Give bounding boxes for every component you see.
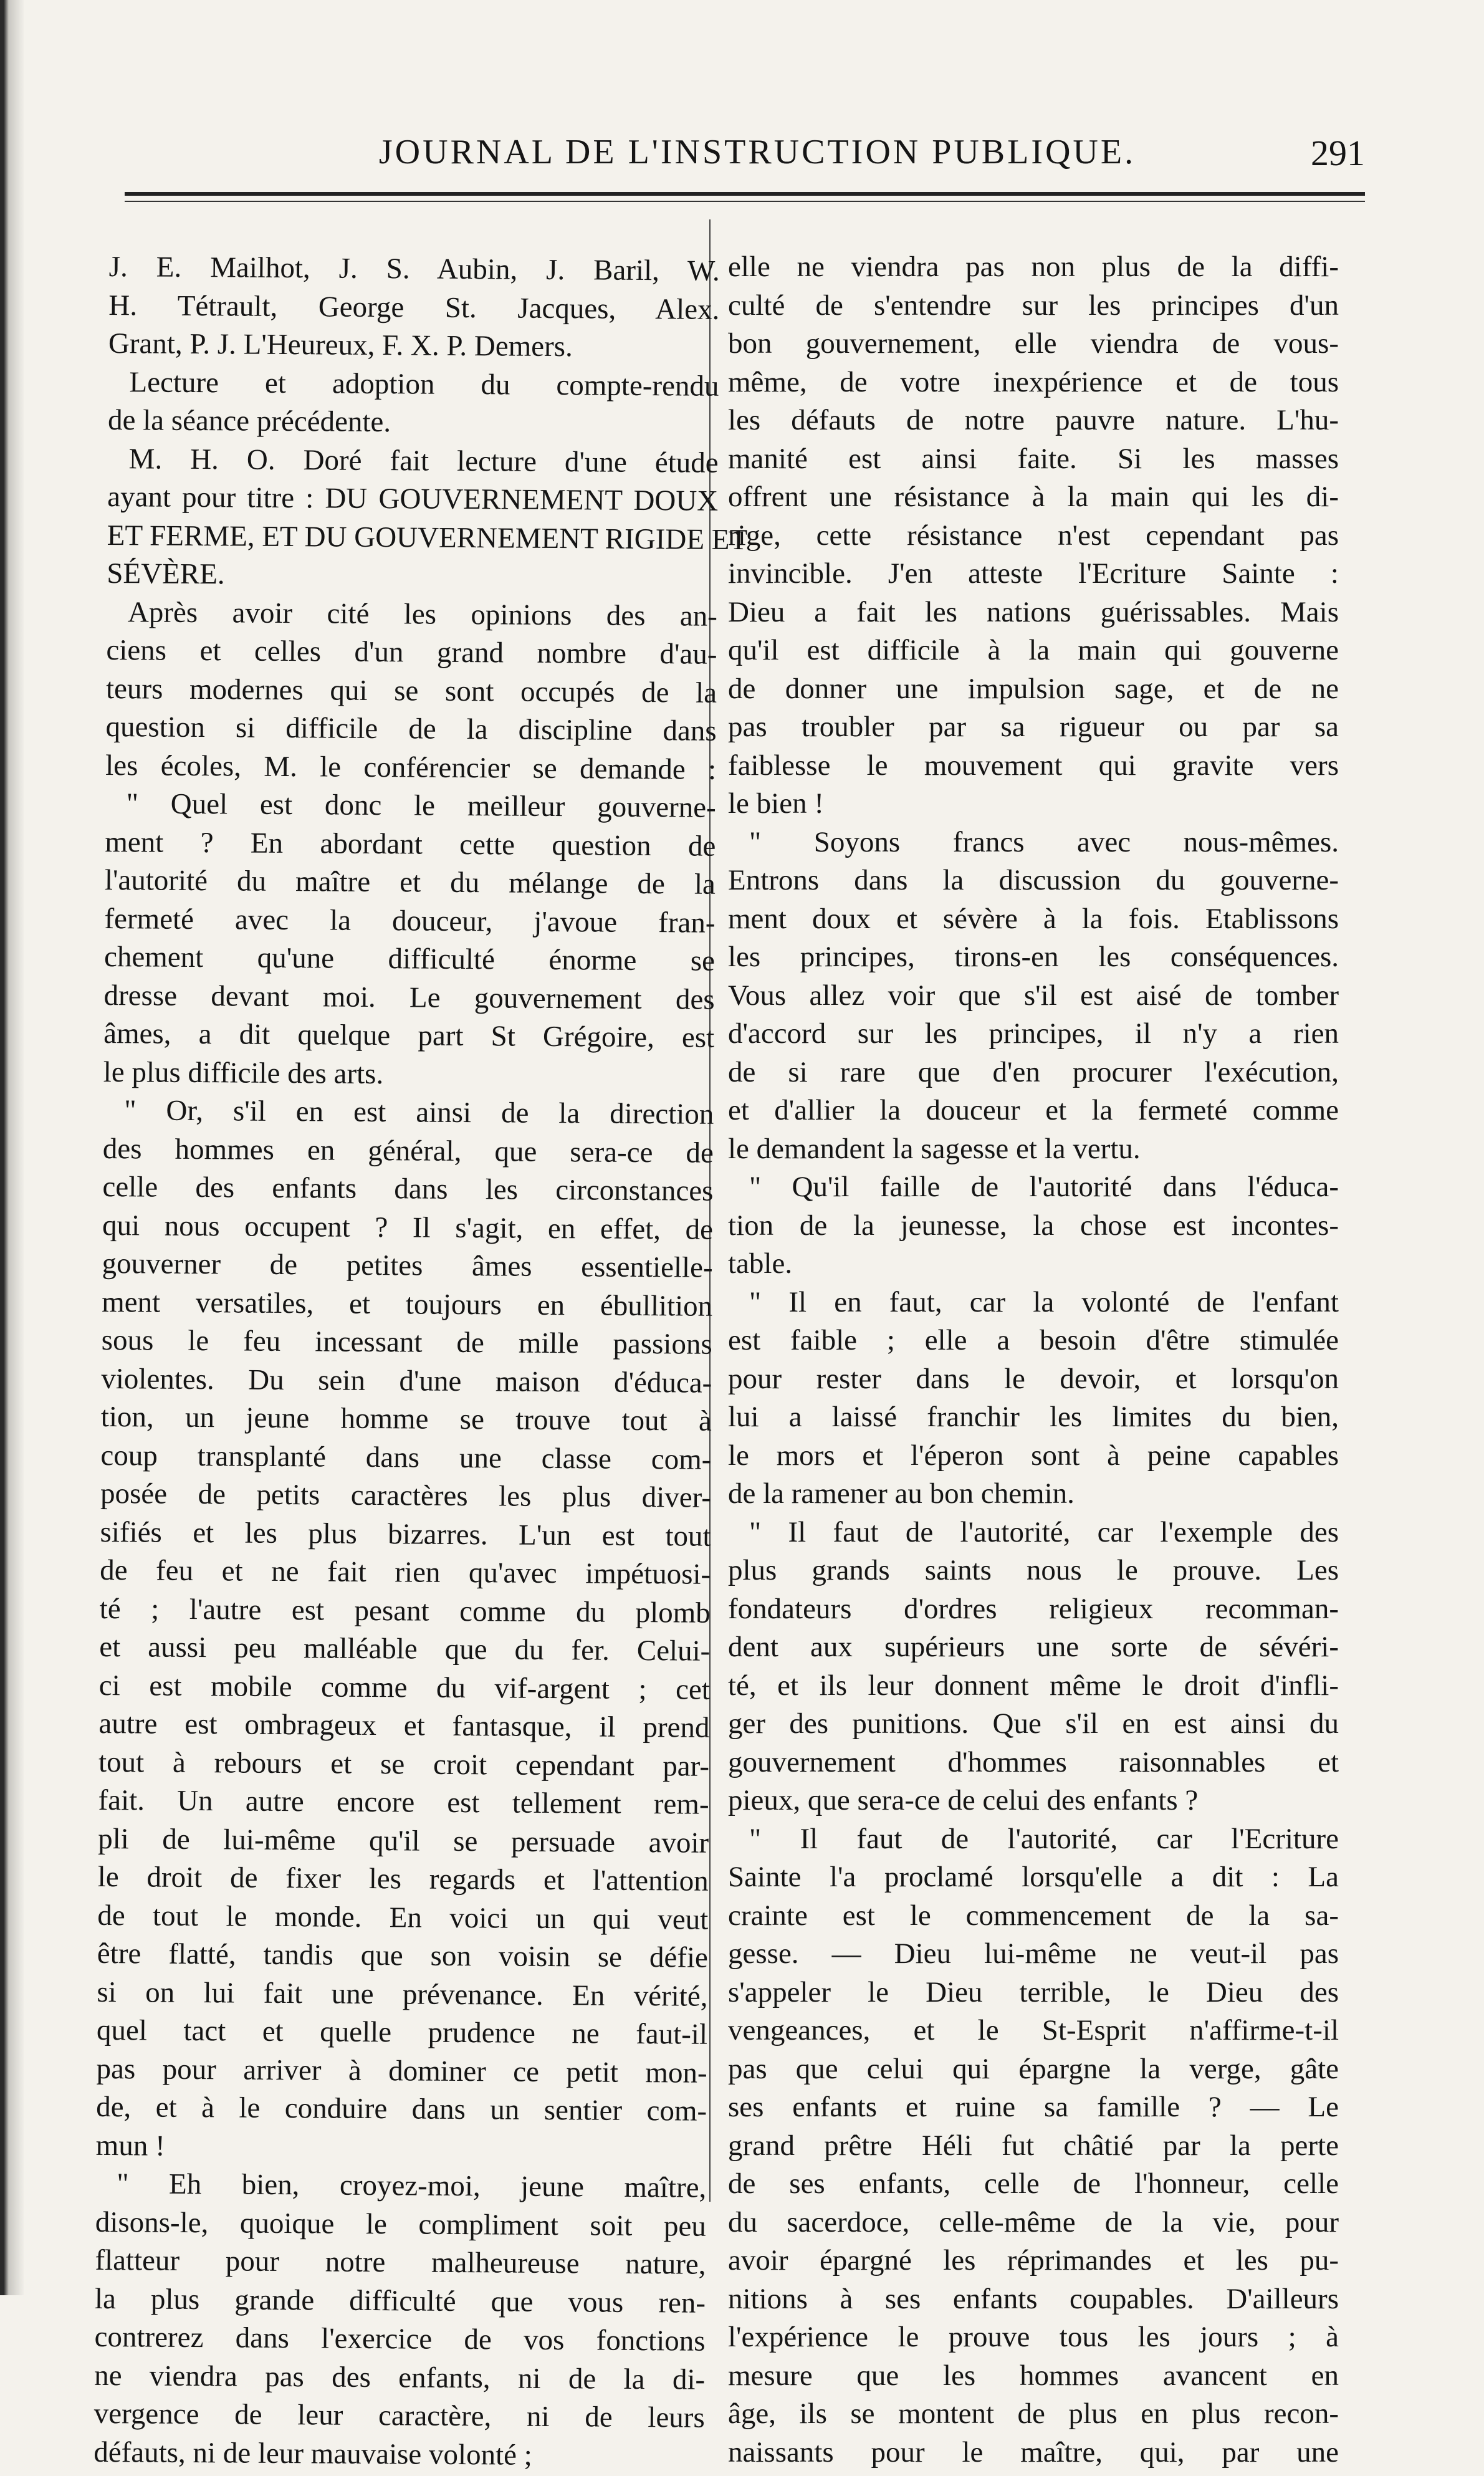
text-line: disons-le, quoique le compliment soit peu (95, 2205, 707, 2243)
text-line: d'accord sur les principes, il n'y a rien (728, 1017, 1339, 1050)
text-line: plus grands saints nous le prouve. Les (728, 1554, 1339, 1586)
text-line: le droit de fixer les regards et l'attention (97, 1860, 709, 1898)
text-line: " Il faut de l'autorité, car l'Ecriture (749, 1822, 1339, 1855)
text-line: " Or, s'il en est ainsi de la direction (124, 1094, 714, 1131)
text-line: mun ! (95, 2129, 165, 2162)
text-line: chement qu'une difficulté énorme se (103, 940, 716, 977)
text-line: de la séance précédente. (107, 403, 391, 439)
text-line: autre est ombrageux et fantasque, il prend (98, 1707, 710, 1744)
text-line: pas pour arriver à dominer ce petit mon- (96, 2052, 707, 2090)
text-line: culté de s'entendre sur les principes d'un (728, 289, 1339, 322)
text-line: contrerez dans l'exercice de vos fonctions (94, 2320, 706, 2358)
text-line: pli de lui-même qu'il se persuade avoir (98, 1822, 709, 1859)
text-line: fait. Un autre encore est tellement rem- (98, 1783, 709, 1821)
text-line: fondateurs d'ordres religieux recomman- (728, 1592, 1339, 1625)
text-line: naissants pour le maître, qui, par une (728, 2435, 1339, 2469)
text-line: de si rare que d'en procurer l'exécution, (728, 1055, 1339, 1088)
text-line: dent aux supérieurs une sorte de sévéri- (728, 1631, 1339, 1663)
text-line: grand prêtre Héli fut châtié par la perte (728, 2129, 1339, 2162)
text-line: être flatté, tandis que son voisin se défie (97, 1937, 709, 1974)
text-line: gesse. — Dieu lui-même ne veut-il pas (728, 1937, 1339, 1970)
text-line: posée de petits caractères les plus diver- (100, 1477, 712, 1514)
text-line: mesure que les hommes avancent en (728, 2359, 1339, 2392)
text-line: même, de votre inexpérience et de tous (728, 365, 1339, 398)
text-line: ger des punitions. Que s'il en est ainsi du (728, 1707, 1339, 1740)
text-line: tion, un jeune homme se trouve tout à (100, 1400, 712, 1437)
text-line: Entrons dans la discussion du gouverne- (728, 864, 1339, 896)
text-line: " Qu'il faille de l'autorité dans l'éduca- (749, 1171, 1339, 1203)
text-line: ne viendra pas des enfants, ni de la di- (93, 2359, 706, 2396)
text-line: teurs modernes qui se sont occupés de la (105, 672, 717, 709)
text-line: té ; l'autre est pesant comme du plomb (99, 1592, 711, 1629)
text-line: ci est mobile comme du vif-argent ; cet (98, 1669, 711, 1706)
text-line: les défauts de notre pauvre nature. L'hu- (728, 404, 1339, 436)
text-line: la plus grande difficulté que vous ren- (94, 2282, 706, 2320)
page-edge-shadow (0, 0, 25, 2295)
text-line: ET FERME, ET DU GOUVERNEMENT RIGIDE ET (107, 519, 748, 556)
left-column (93, 248, 748, 2476)
text-line: pour rester dans le devoir, et lorsqu'on (728, 1362, 1339, 1395)
text-line: des hommes en général, que sera-ce de (102, 1132, 714, 1169)
text-line: manité est ainsi faite. Si les masses (728, 442, 1339, 475)
text-line: celle des enfants dans les circonstances (102, 1170, 714, 1207)
running-title: JOURNAL DE L'INSTRUCTION PUBLIQUE. (378, 133, 1136, 171)
text-line: ciens et celles d'un grand nombre d'au- (106, 633, 717, 671)
text-line: M. H. O. Doré fait lecture d'une étude (128, 442, 719, 479)
header-rule-thick (125, 192, 1365, 196)
text-line: les principes, tirons-en les conséquences. (728, 941, 1339, 973)
page-header (93, 132, 1365, 182)
text-line: fermeté avec la douceur, j'avoue fran- (104, 902, 716, 939)
text-line: coup transplanté dans une classe com- (100, 1439, 712, 1476)
text-line: ayant pour titre : DU GOUVERNEMENT DOUX (107, 480, 719, 517)
text-line: l'expérience le prouve tous les jours ; à (728, 2321, 1339, 2353)
text-line: le bien ! (728, 787, 824, 820)
text-line: " Quel est donc le meilleur gouverne- (126, 787, 716, 824)
text-line: qu'il est difficile à la main qui gouverne (728, 634, 1339, 666)
text-line: nitions à ses enfants coupables. D'ailleurs (728, 2282, 1339, 2315)
text-line: et aussi peu malléable que du fer. Celui- (99, 1630, 711, 1667)
text-line: âge, ils se montent de plus en plus recon- (728, 2397, 1339, 2430)
text-line: vengeances, et le St-Esprit n'affirme-t-il (728, 2014, 1339, 2047)
text-line: de feu et ne fait rien qu'avec impétuosi- (100, 1553, 711, 1591)
text-line: pieux, que sera-ce de celui des enfants ? (728, 1784, 1199, 1816)
text-line: té, et ils leur donnent même le droit d'infli- (728, 1669, 1339, 1702)
text-line: Lecture et adoption du compte-rendu (129, 365, 719, 403)
text-line: pas troubler par sa rigueur ou par sa (728, 711, 1339, 743)
text-line: question si difficile de la discipline dans (105, 710, 717, 747)
text-line: table. (728, 1247, 793, 1280)
text-line: rige, cette résistance n'est cependant pas (728, 519, 1339, 552)
text-line: l'autorité du maître et du mélange de la (104, 863, 716, 901)
text-line: les écoles, M. le conférencier se demande : (105, 749, 717, 786)
text-line: faiblesse le mouvement qui gravite vers (728, 749, 1339, 782)
text-line: elle ne viendra pas non plus de la diffi- (728, 251, 1339, 283)
text-line: défauts, ni de leur mauvaise volonté ; (93, 2435, 532, 2472)
text-line: quel tact et quelle prudence ne faut-il (96, 2013, 708, 2051)
text-line: de, et à le conduire dans un sentier com- (96, 2090, 707, 2128)
text-line: " Il faut de l'autorité, car l'exemple des (749, 1515, 1339, 1548)
text-line: vergence de leur caractère, ni de leurs (93, 2397, 705, 2434)
text-line: Après avoir cité les opinions des an- (127, 595, 718, 633)
header-rule-thin (125, 201, 1365, 202)
text-line: le mors et l'éperon sont à peine capables (728, 1439, 1339, 1472)
text-line: avoir épargné les réprimandes et les pu- (728, 2244, 1339, 2277)
text-line: " Eh bien, croyez-moi, jeune maître, (117, 2167, 707, 2204)
text-line: du sacerdoce, celle-même de la vie, pour (728, 2205, 1339, 2238)
text-line: le demandent la sagesse et la vertu. (728, 1132, 1141, 1165)
text-line: Grant, P. J. L'Heureux, F. X. P. Demers. (108, 327, 573, 363)
text-line: bon gouvernement, elle viendra de vous- (728, 327, 1339, 360)
text-line: sifiés et les plus bizarres. L'un est tout (100, 1515, 711, 1553)
right-column (728, 248, 1339, 2472)
text-line: ment ? En abordant cette question de (105, 825, 716, 863)
text-line: invincible. J'en atteste l'Ecriture Sainte : (728, 557, 1339, 590)
text-line: violentes. Du sein d'une maison d'éduca- (101, 1362, 712, 1399)
text-line: tout à rebours et se croit cependant par- (98, 1745, 710, 1783)
text-line: sous le feu incessant de mille passions (101, 1323, 712, 1361)
text-line: lui a laissé franchir les limites du bien, (728, 1401, 1339, 1433)
text-line: de donner une impulsion sage, et de ne (728, 672, 1339, 705)
text-line: H. Tétrault, George St. Jacques, Alex. (108, 289, 720, 326)
text-line: crainte est le commencement de la sa- (728, 1899, 1339, 1932)
text-line: s'appeler le Dieu terrible, le Dieu des (728, 1975, 1339, 2008)
text-line: Sainte l'a proclamé lorsqu'elle a dit : La (728, 1861, 1339, 1893)
text-line: le plus difficile des arts. (103, 1055, 384, 1090)
text-line: " Il en faut, car la volonté de l'enfant (749, 1285, 1339, 1318)
text-line: flatteur pour notre malheureuse nature, (95, 2243, 706, 2281)
text-line: Dieu a fait les nations guérissables. Mais (728, 595, 1339, 628)
text-line: J. E. Mailhot, J. S. Aubin, J. Baril, W. (108, 250, 720, 287)
text-line: gouverner de petites âmes essentielle- (102, 1247, 713, 1284)
text-line: dresse devant moi. Le gouvernement des (103, 979, 715, 1016)
text-line: est faible ; elle a besoin d'être stimulée (728, 1324, 1339, 1356)
text-line: " Soyons francs avec nous-mêmes. (749, 825, 1339, 858)
text-line: de ses enfants, celle de l'honneur, celle (728, 2167, 1339, 2200)
text-line: si on lui fait une prévenance. En vérité, (97, 1975, 708, 2013)
text-line: et d'allier la douceur et la fermeté comme (728, 1094, 1339, 1126)
text-line: Vous allez voir que s'il est aisé de tomber (728, 979, 1339, 1012)
text-line: ment versatiles, et toujours en ébullition (102, 1285, 713, 1323)
text-line: qui nous occupent ? Il s'agit, en effet, de (102, 1209, 714, 1246)
text-line: offrent une résistance à la main qui les di- (728, 481, 1339, 513)
text-line: SÉVÈRE. (107, 557, 225, 591)
text-line: âmes, a dit quelque part St Grégoire, est (103, 1017, 715, 1054)
text-line: de tout le monde. En voici un qui veut (97, 1899, 709, 1936)
text-line: de la ramener au bon chemin. (728, 1477, 1075, 1510)
text-line: ment doux et sévère à la fois. Etablissons (728, 902, 1339, 935)
text-line: pas que celui qui épargne la verge, gâte (728, 2052, 1339, 2085)
text-line: ses enfants et ruine sa famille ? — Le (728, 2091, 1339, 2123)
text-line: gouvernement d'hommes raisonnables et (728, 1745, 1339, 1778)
text-line: tion de la jeunesse, la chose est incontes- (728, 1209, 1339, 1242)
page-number: 291 (1311, 133, 1365, 173)
